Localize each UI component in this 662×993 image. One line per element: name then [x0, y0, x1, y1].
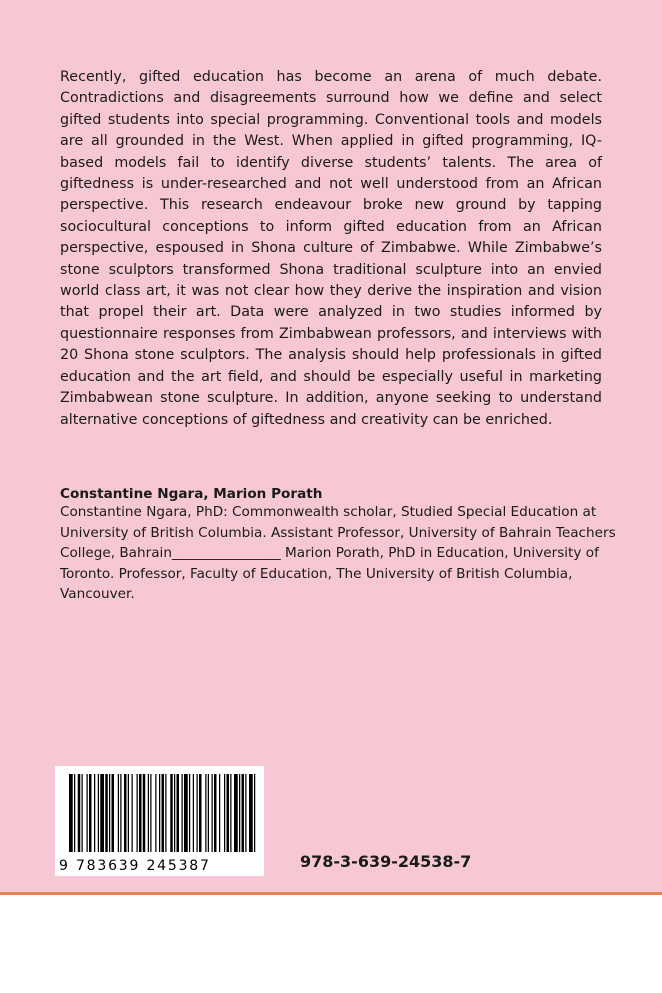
- author-names: Constantine Ngara, Marion Porath: [60, 486, 323, 502]
- barcode-digits: 9 783639 245387: [59, 858, 211, 874]
- isbn-number: 978-3-639-24538-7: [300, 852, 472, 871]
- book-blurb: Recently, gifted education has become an arena of much debate. Contradictions and disagreements surround how we define and select gifted students into special programming. Conventional tools and models are all grounded in the West. When applied in gifted programming, IQ-based models fail to identify diverse students’ talents. The area of giftedness is under-researched and not well understood from an African perspective. This research endeavour broke new ground by tapping sociocultural conceptions to inform gifted education from an African perspective, espoused in Shona culture of Zimbabwe. While Zimbabwe’s stone sculptors transformed Shona traditional sculpture into an envied world class art, it was not clear how they derive the inspiration and vision that propel their art. Data were analyzed in two studies informed by questionnaire responses from Zimbabwean professors, and interviews with 20 Shona stone sculptors. The analysis should help professionals in gifted education and the art field, and should be especially useful in marketing Zimbabwean stone sculpture. In addition, anyone seeking to understand alternative conceptions of giftedness and creativity can be enriched.: [60, 69, 602, 428]
- bottom-rule: [0, 892, 662, 895]
- barcode: [55, 766, 264, 876]
- author-bio: Constantine Ngara, PhD: Commonwealth scholar, Studied Special Education at University of British Columbia. Assistant Professor, University of Bahrain Teachers College, Bahrain________________ Marion Porath, PhD in Education, University of Toronto. Professor, Faculty of Education, The University of British Columbia, Vancouver.: [60, 504, 616, 603]
